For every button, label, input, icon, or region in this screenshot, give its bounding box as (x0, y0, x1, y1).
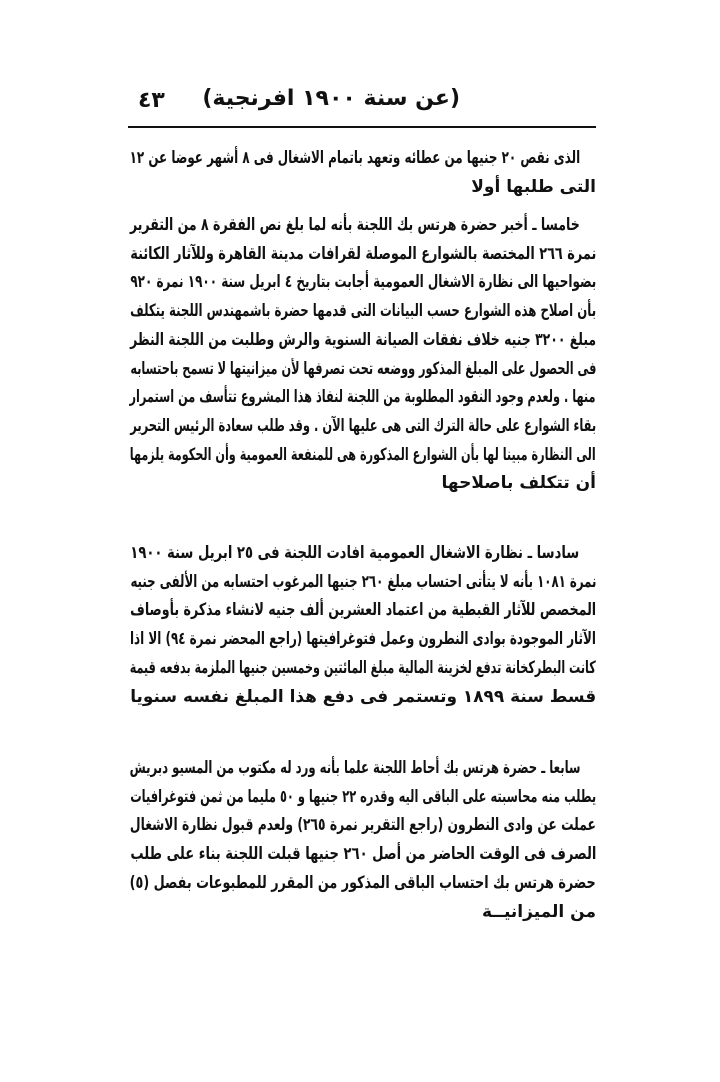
text-line-content: بقاء الشوارع على حالة الترك التى هى عليها الآن . وقد طلب سعادة الرئيس التحرير (130, 415, 596, 436)
text-line (130, 146, 596, 170)
text-line (130, 627, 596, 651)
text-line-content: سادسا ـ نظارة الاشغال العمومية افادت اللجنة فى ٢٥ ابريل سنة ١٩٠٠ (130, 543, 579, 563)
text-line-content: الآثار الموجودة بوادى النطرون وعمل فتوغرافيتها (راجع المحضر نمرة ٩٤) الا اذا (130, 629, 596, 650)
text-line-content: أن تتكلف باصلاحها (441, 473, 596, 494)
text-line (130, 541, 596, 565)
text-line (130, 842, 596, 866)
text-line-content: الصرف فى الوقت الحاضر من أصل ٢٦٠ جنيها قبلت اللجنة بناء على طلب (130, 844, 596, 865)
text-line-content: من الميزانيــة (482, 901, 596, 922)
text-line (130, 871, 596, 895)
text-line-content: نمرة ٢٦٦ المختصة بالشوارع الموصلة لقرافات مدينة القاهرة وللآثار الكائنة (130, 243, 596, 264)
text-line (130, 299, 596, 323)
text-line-content: عملت عن وادى النطرون (راجع التقرير نمرة ٢٦٥) ولعدم قبول نظارة الاشغال (130, 815, 596, 836)
text-line (130, 385, 596, 409)
header-rule (128, 126, 596, 128)
text-line (130, 756, 596, 780)
text-line (130, 570, 596, 594)
text-line-content: مبلغ ٣٢٠٠ جنيه خلاف نفقات الصيانة السنوية والرش وطلبت من اللجنة النظر (130, 329, 596, 350)
text-line-content: نمرة ١٠٨١ بأنه لا يتأتى احتساب مبلغ ٢٦٠ جنيها المرغوب احتسابه من الألفى جنيه (130, 571, 596, 592)
text-line (130, 813, 596, 837)
text-line (130, 656, 596, 680)
text-line (130, 443, 596, 467)
text-line-content: بأن اصلاح هذه الشوارع حسب البيانات التى قدمها حضرة باشمهندس اللجنة يتكلف (130, 301, 596, 322)
text-line (130, 471, 596, 495)
text-line (130, 414, 596, 438)
text-line-content: فى الحصول على المبلغ المذكور ووضعه تحت تصرفها لأن ميزانيتها لا تسمح باحتسابه (130, 358, 596, 379)
page-number: ٤٣ (138, 88, 165, 113)
text-line (130, 900, 596, 924)
text-line (130, 175, 596, 199)
text-line (130, 357, 596, 381)
text-line (130, 242, 596, 266)
text-line (130, 270, 596, 294)
text-line-content: بضواحيها الى نظارة الاشغال العمومية أجابت بتاريخ ٤ ابريل سنة ١٩٠٠ نمرة ٩٢٠ (130, 272, 596, 293)
text-line (130, 785, 596, 809)
text-line-content: يطلب منه محاسبته على الباقى اليه وقدره ٢٢ جنيها و ٥٠ مليما من ثمن فتوغرافيات (130, 786, 596, 807)
text-line-content: التى طلبها أولا (471, 176, 596, 197)
text-line-content: كانت البطركخانة تدفع لخزينة المالية مبلغ المائتين وخمسين جنيها الملزمة بدفعه قيمة (130, 657, 596, 678)
text-line-content: سابعا ـ حضرة هرتس بك أحاط اللجنة علما بأنه ورد له مكتوب من المسيو دبريش (130, 758, 581, 778)
text-line-content: قسط سنة ١٨٩٩ وتستمر فى دفع هذا المبلغ نفسه سنويا (130, 686, 596, 707)
text-line-content: الذى نقص ٢٠ جنيها من عطائه وتعهد باتمام الاشغال فى ٨ أشهر عوضا عن ١٢ (130, 148, 581, 168)
text-line (130, 213, 596, 237)
text-line (130, 598, 596, 622)
text-line-content: الى النظارة مبينا لها بأن الشوارع المذكورة هى للمنفعة العمومية وأن الحكومة يلزمها (130, 444, 596, 465)
text-line-content: خامسا ـ أخبر حضرة هرتس بك اللجنة بأنه لما بلغ نص الفقرة ٨ من التقرير (130, 215, 580, 235)
text-line-content: المخصص للآثار القبطية من اعتماد العشرين ألف جنيه لانشاء مذكرة بأوصاف (130, 600, 596, 621)
text-line (130, 328, 596, 352)
text-line-content: منها . ولعدم وجود النقود المطلوبة من اللجنة لنفاذ هذا المشروع تتأسف من استمرار (130, 387, 596, 408)
running-header-title: (عن سنة ١٩٠٠ افرنجية) (202, 86, 460, 111)
text-line-content: حضرة هرتس بك احتساب الباقى المذكور من المقرر للمطبوعات بفصل (٥) (130, 872, 596, 893)
text-line (130, 685, 596, 709)
